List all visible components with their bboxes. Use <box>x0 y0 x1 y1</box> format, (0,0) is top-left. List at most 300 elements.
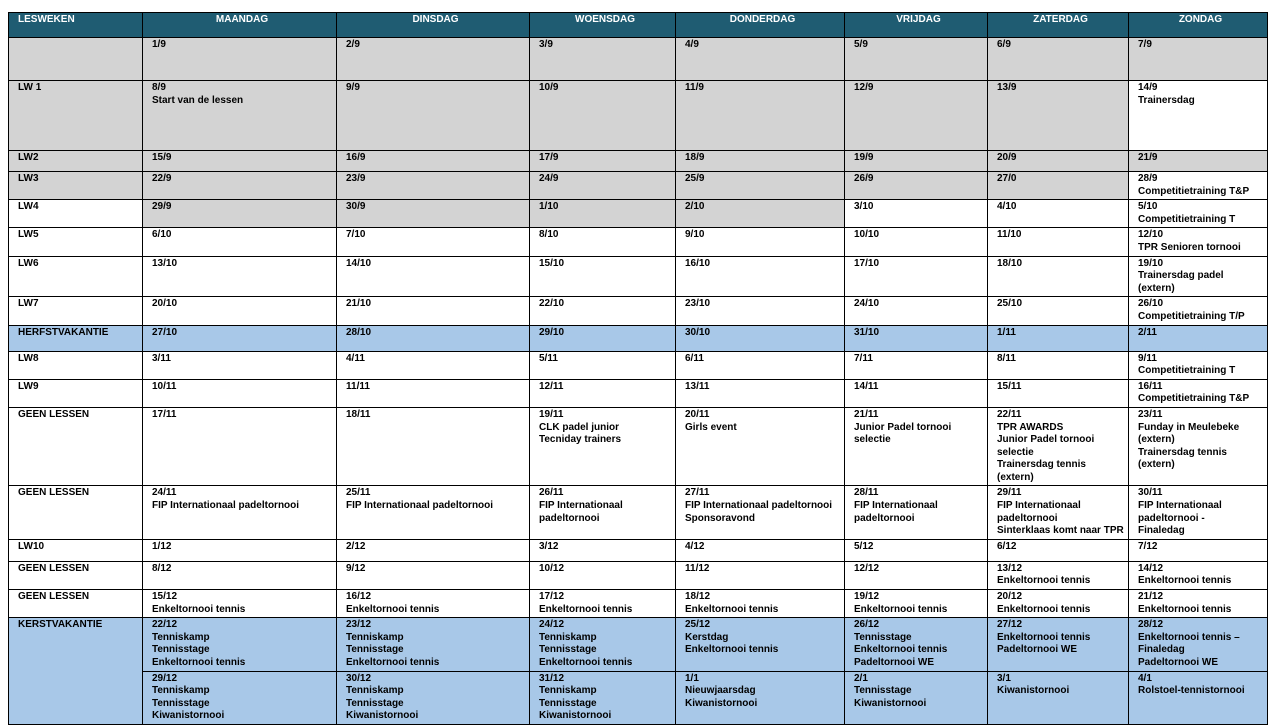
header-woensdag: WOENSDAG <box>530 13 676 38</box>
event-text: Padeltornooi WE <box>997 644 1077 656</box>
day-cell-donderdag <box>676 379 845 407</box>
day-cell-zaterdag <box>988 325 1129 351</box>
date-text: 4/10 <box>997 201 1017 213</box>
date-text: 30/12 <box>346 672 372 684</box>
date-text: 28/10 <box>346 326 372 338</box>
date-text: 5/10 <box>1138 201 1158 213</box>
event-text: Tennisstage <box>539 644 597 656</box>
event-text: Start van de lessen <box>152 94 244 106</box>
day-cell-zaterdag <box>988 671 1129 724</box>
date-text: 25/11 <box>346 487 371 499</box>
table-row <box>9 38 1268 81</box>
day-cell-vrijdag <box>845 561 988 589</box>
day-cell-zondag <box>1129 297 1268 325</box>
school-year-calendar-table <box>8 12 1268 725</box>
event-text: Tennisstage <box>854 631 912 643</box>
day-cell-maandag <box>143 81 337 151</box>
event-text: FIP Internationaal <box>539 500 623 512</box>
day-cell-dinsdag <box>337 172 530 200</box>
event-text: Funday in Meulebeke <box>1138 421 1240 433</box>
event-text: Enkeltornooi tennis <box>1138 603 1232 615</box>
day-cell-woensdag <box>530 590 676 618</box>
day-cell-maandag <box>143 325 337 351</box>
date-text: 9/10 <box>685 229 705 241</box>
date-text: 30/9 <box>346 201 366 213</box>
table-row <box>9 256 1268 297</box>
day-cell-zondag <box>1129 151 1268 172</box>
event-text: Enkeltornooi tennis <box>539 603 633 615</box>
day-cell-maandag <box>143 38 337 81</box>
date-text: 8/10 <box>539 229 559 241</box>
event-text: Enkeltornooi tennis <box>685 644 779 656</box>
event-text: Tenniskamp <box>346 685 404 697</box>
day-cell-woensdag <box>530 172 676 200</box>
day-cell-vrijdag <box>845 351 988 379</box>
day-cell-maandag <box>143 539 337 561</box>
day-cell-vrijdag <box>845 38 988 81</box>
date-text: 2/9 <box>346 39 360 50</box>
date-text: 24/12 <box>539 619 565 631</box>
event-text: FIP Internationaal <box>1138 500 1222 512</box>
day-cell-dinsdag <box>337 351 530 379</box>
day-cell-dinsdag <box>337 539 530 561</box>
day-cell-woensdag <box>530 379 676 407</box>
day-cell-dinsdag <box>337 561 530 589</box>
day-cell-zondag <box>1129 539 1268 561</box>
event-text: TPR AWARDS <box>997 421 1064 433</box>
day-cell-woensdag <box>530 325 676 351</box>
date-text: 16/12 <box>346 591 372 603</box>
date-text: 20/12 <box>997 591 1023 603</box>
day-cell-dinsdag <box>337 256 530 297</box>
date-text: 21/12 <box>1138 591 1164 603</box>
day-cell-woensdag <box>530 561 676 589</box>
date-text: 26/10 <box>1138 298 1164 310</box>
date-text: 2/11 <box>1138 326 1157 338</box>
day-cell-donderdag <box>676 325 845 351</box>
day-cell-vrijdag <box>845 618 988 671</box>
event-text: Sinterklaas komt naar TPR <box>997 525 1124 537</box>
date-text: 24/9 <box>539 173 559 184</box>
date-text: 20/10 <box>152 298 178 310</box>
date-text: 8/11 <box>997 352 1016 364</box>
day-cell-woensdag <box>530 200 676 228</box>
day-cell-maandag <box>143 228 337 256</box>
date-text: 6/12 <box>997 540 1017 552</box>
date-text: 4/9 <box>685 39 699 50</box>
date-text: 10/10 <box>854 229 880 241</box>
event-text: Junior Padel tornooi <box>854 421 952 433</box>
table-row <box>9 200 1268 228</box>
event-text: Sponsoravond <box>685 512 756 524</box>
date-text: 1/1 <box>685 672 699 684</box>
day-cell-dinsdag <box>337 81 530 151</box>
event-text: Enkeltornooi tennis <box>997 631 1091 643</box>
event-text: Finaledag <box>1138 644 1185 656</box>
event-text: (extern) <box>1138 434 1175 446</box>
week-label: LW3 <box>9 172 143 200</box>
event-text: padeltornooi <box>539 512 600 524</box>
day-cell-donderdag <box>676 256 845 297</box>
date-text: 5/9 <box>854 39 868 50</box>
table-row <box>9 671 1268 724</box>
date-text: 21/10 <box>346 298 372 310</box>
table-row <box>9 325 1268 351</box>
date-text: 6/9 <box>997 39 1011 50</box>
day-cell-dinsdag <box>337 38 530 81</box>
date-text: 17/12 <box>539 591 565 603</box>
event-text: padeltornooi <box>854 512 915 524</box>
calendar-body <box>9 38 1268 725</box>
event-text: Trainersdag padel <box>1138 270 1224 282</box>
date-text: 4/11 <box>346 352 365 364</box>
event-text: Competitietraining T <box>1138 213 1236 225</box>
date-text: 23/12 <box>346 619 372 631</box>
day-cell-maandag <box>143 379 337 407</box>
day-cell-zondag <box>1129 618 1268 671</box>
event-text: Tennisstage <box>152 697 210 709</box>
week-label: LW10 <box>9 539 143 561</box>
day-cell-zondag <box>1129 379 1268 407</box>
date-text: 6/10 <box>152 229 172 241</box>
event-text: Tecniday trainers <box>539 434 622 446</box>
date-text: 10/11 <box>152 380 177 392</box>
date-text: 15/11 <box>997 380 1022 392</box>
date-text: 2/12 <box>346 540 366 552</box>
event-text: Enkeltornooi tennis – <box>1138 631 1240 643</box>
date-text: 14/12 <box>1138 562 1164 574</box>
event-text: Trainersdag tennis <box>1138 446 1227 458</box>
date-text: 7/9 <box>1138 39 1152 50</box>
day-cell-vrijdag <box>845 590 988 618</box>
date-text: 29/12 <box>152 672 178 684</box>
day-cell-donderdag <box>676 618 845 671</box>
event-text: Competitietraining T&P <box>1138 185 1250 197</box>
event-text: Enkeltornooi tennis <box>346 603 440 615</box>
table-row <box>9 297 1268 325</box>
header-maandag: MAANDAG <box>143 13 337 38</box>
week-label: GEEN LESSEN <box>9 590 143 618</box>
day-cell-donderdag <box>676 590 845 618</box>
day-cell-zaterdag <box>988 151 1129 172</box>
date-text: 27/11 <box>685 487 710 499</box>
date-text: 14/10 <box>346 257 372 269</box>
date-text: 18/12 <box>685 591 711 603</box>
event-text: Enkeltornooi tennis <box>854 644 948 656</box>
day-cell-zaterdag <box>988 351 1129 379</box>
event-text: Tennisstage <box>152 644 210 656</box>
day-cell-vrijdag <box>845 486 988 539</box>
day-cell-zondag <box>1129 671 1268 724</box>
date-text: 21/9 <box>1138 152 1158 163</box>
date-text: 10/12 <box>539 562 565 574</box>
week-label: HERFSTVAKANTIE <box>9 325 143 351</box>
day-cell-dinsdag <box>337 297 530 325</box>
day-cell-vrijdag <box>845 256 988 297</box>
day-cell-vrijdag <box>845 539 988 561</box>
event-text: Kiwanistornooi <box>854 697 927 709</box>
date-text: 3/11 <box>152 352 171 364</box>
date-text: 27/12 <box>997 619 1023 631</box>
date-text: 12/12 <box>854 562 880 574</box>
day-cell-zondag <box>1129 81 1268 151</box>
day-cell-woensdag <box>530 81 676 151</box>
date-text: 18/11 <box>346 408 371 420</box>
day-cell-woensdag <box>530 486 676 539</box>
event-text: Enkeltornooi tennis <box>997 603 1091 615</box>
date-text: 12/11 <box>539 380 564 392</box>
day-cell-dinsdag <box>337 228 530 256</box>
date-text: 3/9 <box>539 39 553 50</box>
date-text: 22/12 <box>152 619 178 631</box>
event-text: Girls event <box>685 421 737 433</box>
date-text: 22/9 <box>152 173 172 184</box>
day-cell-zondag <box>1129 200 1268 228</box>
event-text: Kiwanistornooi <box>997 685 1070 697</box>
day-cell-zaterdag <box>988 561 1129 589</box>
day-cell-zaterdag <box>988 256 1129 297</box>
day-cell-donderdag <box>676 297 845 325</box>
day-cell-donderdag <box>676 81 845 151</box>
header-zondag: ZONDAG <box>1129 13 1268 38</box>
date-text: 2/1 <box>854 672 868 684</box>
date-text: 20/9 <box>997 152 1017 163</box>
day-cell-vrijdag <box>845 297 988 325</box>
event-text: Kiwanistornooi <box>685 697 758 709</box>
date-text: 8/12 <box>152 562 172 574</box>
week-label: KERSTVAKANTIE <box>9 618 143 725</box>
date-text: 4/12 <box>685 540 705 552</box>
event-text: Kerstdag <box>685 631 729 643</box>
table-row <box>9 590 1268 618</box>
date-text: 1/12 <box>152 540 172 552</box>
event-text: (extern) <box>1138 282 1175 294</box>
date-text: 1/11 <box>997 326 1016 338</box>
date-text: 11/11 <box>346 380 370 392</box>
date-text: 26/9 <box>854 173 874 184</box>
event-text: FIP Internationaal <box>854 500 938 512</box>
day-cell-dinsdag <box>337 407 530 486</box>
day-cell-zondag <box>1129 561 1268 589</box>
date-text: 19/11 <box>539 408 564 420</box>
date-text: 31/12 <box>539 672 565 684</box>
event-text: selectie <box>854 434 891 446</box>
day-cell-donderdag <box>676 38 845 81</box>
date-text: 11/9 <box>685 82 704 93</box>
header-zaterdag: ZATERDAG <box>988 13 1129 38</box>
day-cell-maandag <box>143 561 337 589</box>
day-cell-zaterdag <box>988 228 1129 256</box>
event-text: Tenniskamp <box>346 631 404 643</box>
table-row <box>9 151 1268 172</box>
date-text: 23/9 <box>346 173 366 184</box>
day-cell-zaterdag <box>988 590 1129 618</box>
event-text: Kiwanistornooi <box>346 710 419 722</box>
day-cell-vrijdag <box>845 200 988 228</box>
day-cell-vrijdag <box>845 407 988 486</box>
table-row <box>9 407 1268 486</box>
date-text: 7/12 <box>1138 540 1158 552</box>
day-cell-maandag <box>143 351 337 379</box>
date-text: 28/12 <box>1138 619 1164 631</box>
date-text: 4/1 <box>1138 672 1152 684</box>
date-text: 15/10 <box>539 257 565 269</box>
day-cell-donderdag <box>676 228 845 256</box>
day-cell-maandag <box>143 671 337 724</box>
date-text: 1/9 <box>152 39 166 50</box>
day-cell-woensdag <box>530 539 676 561</box>
day-cell-dinsdag <box>337 618 530 671</box>
date-text: 13/9 <box>997 82 1017 93</box>
day-cell-dinsdag <box>337 151 530 172</box>
table-row <box>9 172 1268 200</box>
event-text: (extern) <box>997 471 1034 483</box>
date-text: 6/11 <box>685 352 704 364</box>
date-text: 10/9 <box>539 82 559 93</box>
event-text: padeltornooi - <box>1138 512 1205 524</box>
date-text: 7/11 <box>854 352 873 364</box>
date-text: 9/12 <box>346 562 366 574</box>
event-text: Competitietraining T&P <box>1138 393 1250 405</box>
event-text: Trainersdag tennis <box>997 459 1086 471</box>
day-cell-maandag <box>143 256 337 297</box>
day-cell-donderdag <box>676 407 845 486</box>
date-text: 24/10 <box>854 298 880 310</box>
event-text: Tennisstage <box>346 697 404 709</box>
event-text: padeltornooi <box>997 512 1058 524</box>
event-text: Enkeltornooi tennis <box>685 603 779 615</box>
event-text: TPR Senioren tornooi <box>1138 241 1241 253</box>
event-text: Tennisstage <box>539 697 597 709</box>
event-text: Enkeltornooi tennis <box>854 603 948 615</box>
date-text: 3/1 <box>997 672 1011 684</box>
day-cell-woensdag <box>530 407 676 486</box>
date-text: 25/9 <box>685 173 705 184</box>
day-cell-dinsdag <box>337 590 530 618</box>
date-text: 11/10 <box>997 229 1022 241</box>
date-text: 25/10 <box>997 298 1023 310</box>
day-cell-vrijdag <box>845 172 988 200</box>
date-text: 31/10 <box>854 326 880 338</box>
event-text: Padeltornooi WE <box>854 657 934 668</box>
day-cell-donderdag <box>676 486 845 539</box>
day-cell-dinsdag <box>337 200 530 228</box>
event-text: Tenniskamp <box>539 631 597 643</box>
day-cell-dinsdag <box>337 379 530 407</box>
week-label: GEEN LESSEN <box>9 407 143 486</box>
date-text: 30/11 <box>1138 487 1163 499</box>
date-text: 9/11 <box>1138 352 1157 364</box>
event-text: Tenniskamp <box>152 685 210 697</box>
event-text: Kiwanistornooi <box>539 710 612 722</box>
date-text: 5/11 <box>539 352 558 364</box>
day-cell-zaterdag <box>988 172 1129 200</box>
date-text: 5/12 <box>854 540 874 552</box>
date-text: 16/10 <box>685 257 711 269</box>
date-text: 3/10 <box>854 201 874 213</box>
date-text: 13/11 <box>685 380 710 392</box>
event-text: Enkeltornooi tennis <box>1138 575 1232 587</box>
event-text: FIP Internationaal padeltornooi <box>346 500 494 512</box>
event-text: Tenniskamp <box>152 631 210 643</box>
date-text: 29/11 <box>997 487 1022 499</box>
table-row <box>9 81 1268 151</box>
table-row <box>9 618 1268 671</box>
day-cell-dinsdag <box>337 325 530 351</box>
date-text: 8/9 <box>152 82 166 93</box>
header-lesweken: LESWEKEN <box>9 13 143 38</box>
date-text: 12/9 <box>854 82 874 93</box>
day-cell-vrijdag <box>845 228 988 256</box>
day-cell-vrijdag <box>845 325 988 351</box>
day-cell-zaterdag <box>988 618 1129 671</box>
date-text: 13/12 <box>997 562 1023 574</box>
date-text: 19/9 <box>854 152 874 163</box>
day-cell-maandag <box>143 172 337 200</box>
date-text: 23/11 <box>1138 408 1163 420</box>
date-text: 22/10 <box>539 298 565 310</box>
day-cell-woensdag <box>530 228 676 256</box>
date-text: 27/0 <box>997 173 1017 184</box>
date-text: 17/10 <box>854 257 880 269</box>
week-label: LW5 <box>9 228 143 256</box>
date-text: 29/9 <box>152 201 172 213</box>
event-text: CLK padel junior <box>539 421 619 433</box>
event-text: Competitietraining T <box>1138 365 1236 377</box>
date-text: 15/9 <box>152 152 172 163</box>
date-text: 26/11 <box>539 487 564 499</box>
event-text: (extern) <box>1138 459 1175 471</box>
event-text: selectie <box>997 446 1034 458</box>
event-text: Junior Padel tornooi <box>997 434 1095 446</box>
table-row <box>9 539 1268 561</box>
day-cell-donderdag <box>676 200 845 228</box>
week-label: LW4 <box>9 200 143 228</box>
day-cell-zaterdag <box>988 81 1129 151</box>
header-vrijdag: VRIJDAG <box>845 13 988 38</box>
table-row <box>9 561 1268 589</box>
day-cell-vrijdag <box>845 379 988 407</box>
date-text: 24/11 <box>152 487 177 499</box>
date-text: 3/12 <box>539 540 559 552</box>
date-text: 18/10 <box>997 257 1023 269</box>
week-label: GEEN LESSEN <box>9 486 143 539</box>
day-cell-zondag <box>1129 38 1268 81</box>
day-cell-zondag <box>1129 172 1268 200</box>
day-cell-donderdag <box>676 561 845 589</box>
week-label <box>9 38 143 81</box>
week-label: LW2 <box>9 151 143 172</box>
date-text: 16/11 <box>1138 380 1163 392</box>
event-text: Finaledag <box>1138 525 1185 537</box>
date-text: 1/10 <box>539 201 559 213</box>
day-cell-maandag <box>143 297 337 325</box>
header-row <box>9 13 1268 38</box>
date-text: 30/10 <box>685 326 711 338</box>
event-text: Tennisstage <box>346 644 404 656</box>
date-text: 2/10 <box>685 201 705 213</box>
day-cell-maandag <box>143 590 337 618</box>
day-cell-donderdag <box>676 172 845 200</box>
date-text: 14/9 <box>1138 82 1158 93</box>
header-dinsdag: DINSDAG <box>337 13 530 38</box>
event-text: FIP Internationaal <box>997 500 1081 512</box>
week-label: LW7 <box>9 297 143 325</box>
week-label: LW6 <box>9 256 143 297</box>
day-cell-donderdag <box>676 351 845 379</box>
event-text: Enkeltornooi tennis <box>997 575 1091 587</box>
day-cell-woensdag <box>530 351 676 379</box>
